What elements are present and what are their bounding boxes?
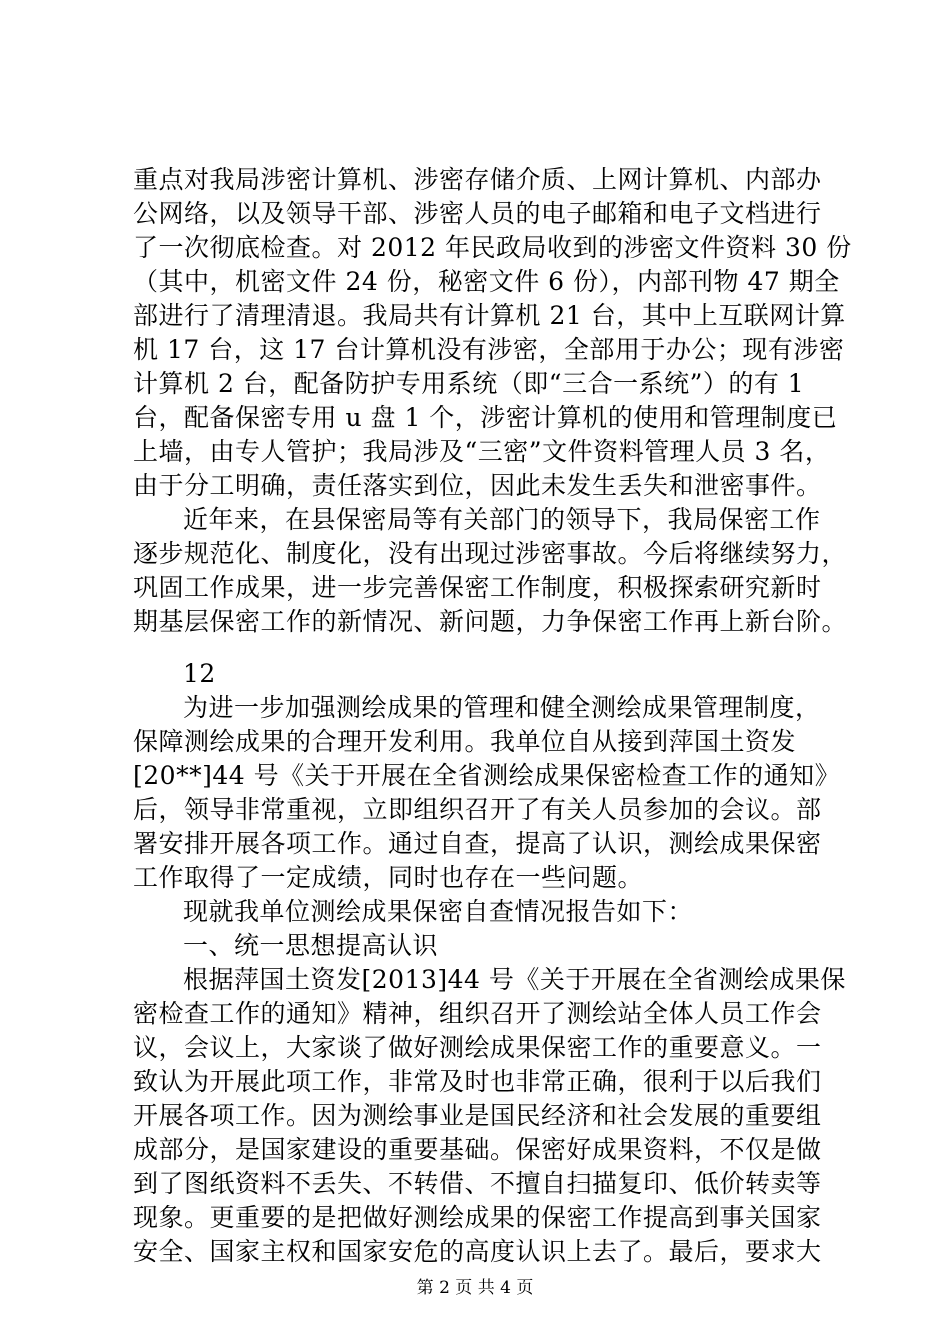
paragraph-line: 到了图纸资料不丢失、不转借、不擅自扫描复印、低价转卖等 <box>133 1169 822 1198</box>
paragraph-line: 工作取得了一定成绩，同时也存在一些问题。 <box>133 863 644 892</box>
paragraph-line: 期基层保密工作的新情况、新问题，力争保密工作再上新台阶。 <box>133 607 848 636</box>
paragraph-line: 保障测绘成果的合理开发利用。我单位自从接到萍国土资发 <box>133 727 797 756</box>
paragraph-line: 计算机 2 台，配备防护专用系统（即“三合一系统”）的有 1 <box>133 369 805 398</box>
paragraph-line: 逐步规范化、制度化，没有出现过涉密事故。今后将继续努力， <box>133 539 848 568</box>
paragraph-line: 根据萍国土资发[2013]44 号《关于开展在全省测绘成果保 <box>183 965 846 994</box>
paragraph-line: 上墙，由专人管护；我局涉及“三密”文件资料管理人员 3 名， <box>133 437 831 466</box>
paragraph-line: 机 17 台，这 17 台计算机没有涉密，全部用于办公；现有涉密 <box>133 335 845 364</box>
paragraph-line: 密检查工作的通知》精神，组织召开了测绘站全体人员工作会 <box>133 999 822 1028</box>
paragraph-line: 巩固工作成果，进一步完善保密工作制度，积极探索研究新时 <box>133 573 822 602</box>
paragraph-line: 为进一步加强测绘成果的管理和健全测绘成果管理制度， <box>183 693 821 722</box>
paragraph-line: 近年来，在县保密局等有关部门的领导下，我局保密工作 <box>183 505 821 534</box>
section-number: 12 <box>183 659 216 688</box>
paragraph-line: （其中，机密文件 24 份，秘密文件 6 份），内部刊物 47 期全 <box>133 267 840 296</box>
paragraph-line: 开展各项工作。因为测绘事业是国民经济和社会发展的重要组 <box>133 1101 822 1130</box>
paragraph-line: 后，领导非常重视，立即组织召开了有关人员参加的会议。部 <box>133 795 822 824</box>
paragraph-line: 安全、国家主权和国家安危的高度认识上去了。最后，要求大 <box>133 1237 822 1266</box>
paragraph-line: 台，配备保密专用 u 盘 1 个，涉密计算机的使用和管理制度已 <box>133 403 838 432</box>
paragraph-line: 署安排开展各项工作。通过自查，提高了认识，测绘成果保密 <box>133 829 822 858</box>
page-footer: 第 2 页 共 4 页 <box>416 1278 534 1298</box>
paragraph-line: 由于分工明确，责任落实到位，因此未发生丢失和泄密事件。 <box>133 471 822 500</box>
paragraph-line: 成部分，是国家建设的重要基础。保密好成果资料，不仅是做 <box>133 1135 822 1164</box>
paragraph-line: 现就我单位测绘成果保密自查情况报告如下： <box>183 897 694 926</box>
paragraph-line: 了一次彻底检查。对 2012 年民政局收到的涉密文件资料 30 份 <box>133 233 852 262</box>
section-heading: 一、统一思想提高认识 <box>183 931 439 960</box>
paragraph-line: 现象。更重要的是把做好测绘成果的保密工作提高到事关国家 <box>133 1203 822 1232</box>
paragraph-line: 公网络，以及领导干部、涉密人员的电子邮箱和电子文档进行 <box>133 199 822 228</box>
paragraph-line: [20**]44 号《关于开展在全省测绘成果保密检查工作的通知》 <box>133 761 841 790</box>
paragraph-line: 重点对我局涉密计算机、涉密存储介质、上网计算机、内部办 <box>133 165 822 194</box>
paragraph-line: 议，会议上，大家谈了做好测绘成果保密工作的重要意义。一 <box>133 1033 822 1062</box>
paragraph-line: 部进行了清理清退。我局共有计算机 21 台，其中上互联网计算 <box>133 301 846 330</box>
paragraph-line: 致认为开展此项工作，非常及时也非常正确，很利于以后我们 <box>133 1067 822 1096</box>
